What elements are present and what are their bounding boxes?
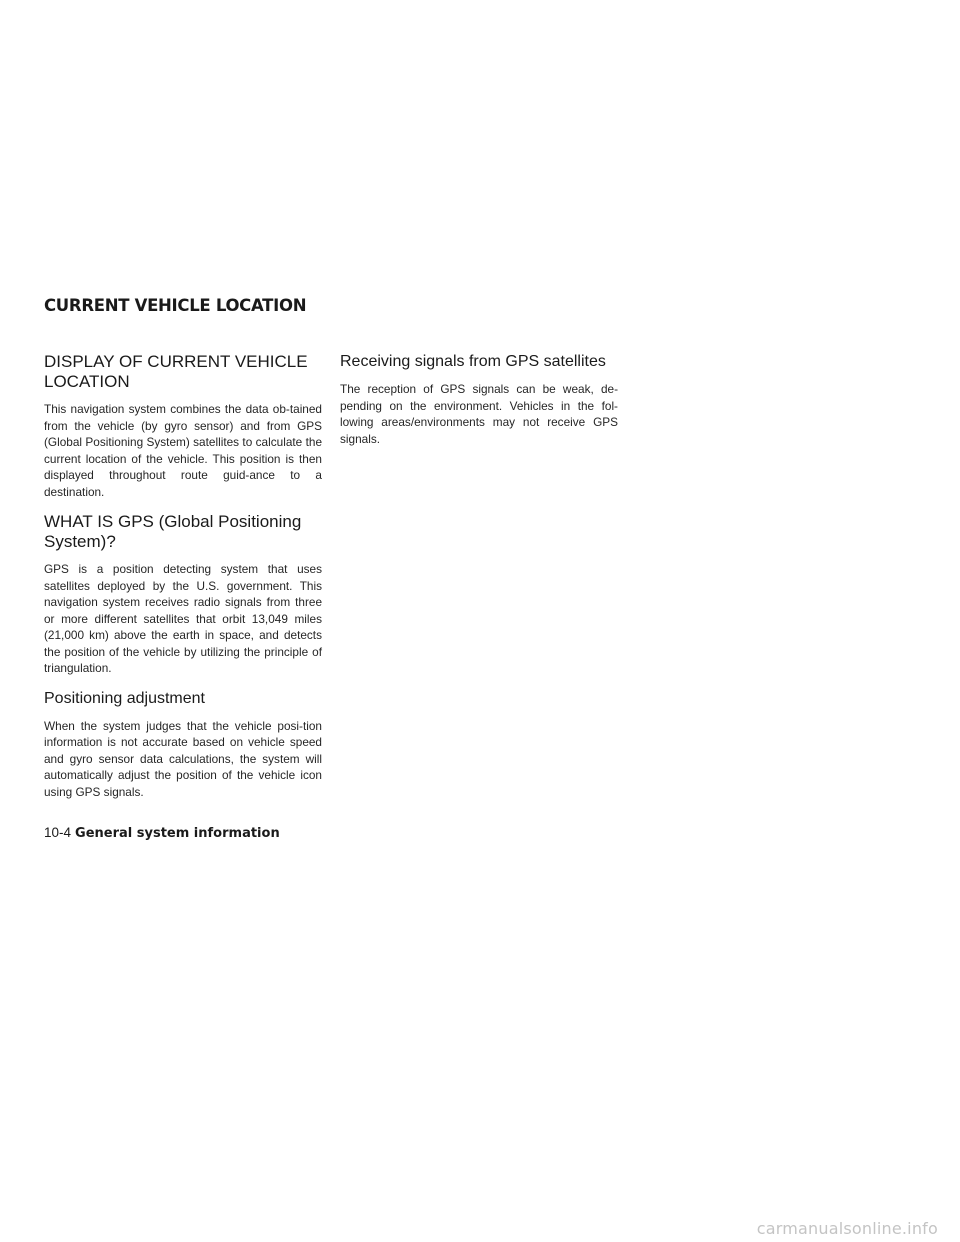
section-title: CURRENT VEHICLE LOCATION (44, 296, 307, 315)
heading-display-current-location: DISPLAY OF CURRENT VEHICLE LOCATION (44, 352, 308, 391)
paragraph-positioning-adjustment: When the system judges that the vehicle posi-tion information is not accurate based on vehicle speed and gyro sensor data calculations, the system will automatically adjust the position of the vehicle icon using GPS signals. (44, 718, 322, 799)
chapter-title: General system information (75, 826, 280, 841)
page-number: 10-4 (44, 825, 72, 840)
watermark: carmanualsonline.info (756, 1219, 938, 1238)
paragraph-receiving-signals: The reception of GPS signals can be weak, de-pending on the environment. Vehicles in the fol-lowing areas/environments may not receive GPS signals. (340, 382, 618, 446)
page-footer (44, 825, 280, 841)
heading-what-is-gps: WHAT IS GPS (Global Positioning System)? (44, 512, 302, 551)
heading-receiving-signals: Receiving signals from GPS satellites (340, 353, 606, 370)
right-column (340, 352, 618, 459)
heading-positioning-adjustment: Positioning adjustment (44, 689, 205, 707)
left-column (44, 352, 322, 812)
paragraph-what-is-gps: GPS is a position detecting system that uses satellites deployed by the U.S. government. This navigation system receives radio signals from three or more different satellites that orbit 13,049 miles (21,000 km) above the earth in space, and detects the position of the vehicle by utilizing the principle of triangulation. (44, 562, 322, 675)
paragraph-display-current-location: This navigation system combines the data ob-tained from the vehicle (by gyro sensor) and from GPS (Global Positioning System) satellites to calculate the current location of the vehicle. This position is then displayed throughout route guid-ance to a destination. (44, 402, 322, 499)
